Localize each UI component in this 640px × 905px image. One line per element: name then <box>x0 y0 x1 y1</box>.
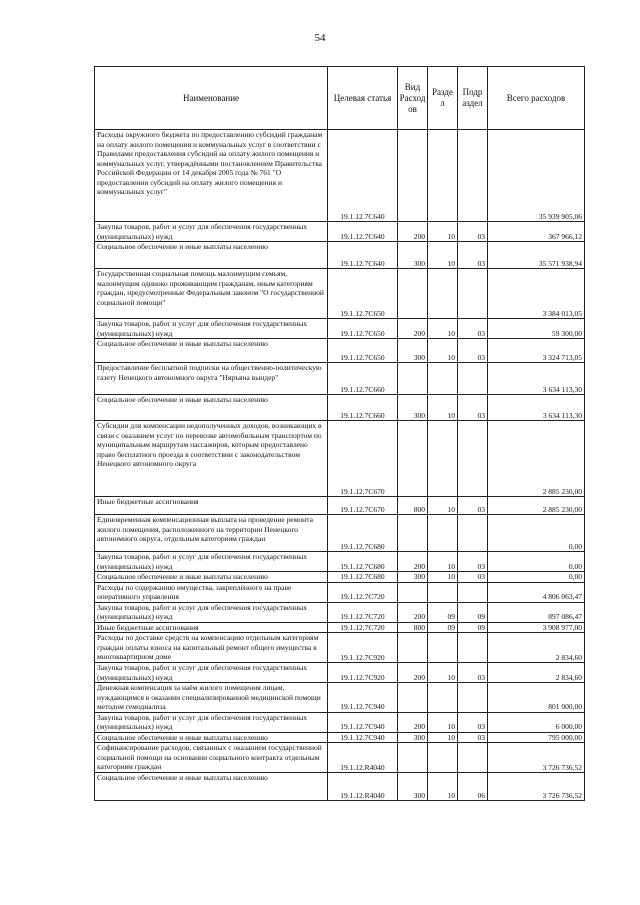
row-total: 2 834,60 <box>488 633 585 663</box>
row-target: 19.1.12.7С640 <box>328 130 398 222</box>
row-target: 19.1.12.7С940 <box>328 712 398 732</box>
row-type: 300 <box>398 395 428 421</box>
table-row <box>95 421 585 497</box>
table-row <box>95 319 585 339</box>
row-target: 19.1.12.7С650 <box>328 339 398 363</box>
table-row <box>95 269 585 319</box>
row-name: Софинансирование расходов, связанных с оказанием государственной социальной помощи на основании социального контракта отдельным категориям граждан <box>95 743 328 773</box>
row-total: 4 806 063,47 <box>488 582 585 602</box>
row-section <box>428 743 458 773</box>
row-total: 367 966,12 <box>488 222 585 242</box>
row-target: 19.1.12.7С670 <box>328 421 398 497</box>
row-target: 19.1.12.7С940 <box>328 732 398 743</box>
row-subsection <box>458 683 488 713</box>
row-type: 300 <box>398 773 428 801</box>
row-section: 10 <box>428 319 458 339</box>
row-section: 10 <box>428 773 458 801</box>
table-row <box>95 242 585 269</box>
header-name: Наименование <box>95 67 328 130</box>
row-total: 2 834,60 <box>488 663 585 683</box>
row-total: 3 634 113,30 <box>488 395 585 421</box>
row-name: Предоставление бесплатной подписки на общественно-политическую газету Ненецкого автономного округа "Няръяна вындер" <box>95 363 328 395</box>
row-subsection <box>458 130 488 222</box>
header-total: Всего расходов <box>488 67 585 130</box>
row-name: Социальное обеспечение и иные выплаты населению <box>95 242 328 269</box>
row-subsection <box>458 582 488 602</box>
row-section: 09 <box>428 622 458 633</box>
header-target: Целевая статья <box>328 67 398 130</box>
row-name: Единовременная компенсационная выплата на проведение ремонта жилого помещения, расположенного на территории Ненецкого автономного округа, отдельным категориям граждан <box>95 515 328 552</box>
row-name: Субсидии для компенсации недополученных доходов, возникающих в связи с оказанием услуг по перевозке автомобильным транспортом по муниципальным маршрутам пассажиров, которым предоставлено право бесплатного проезда в соответствии с законодательством Ненецкого автономного округа <box>95 421 328 497</box>
row-target: 19.1.12.7С640 <box>328 242 398 269</box>
row-target: 19.1.12.7С670 <box>328 497 398 515</box>
row-type: 300 <box>398 242 428 269</box>
row-subsection <box>458 363 488 395</box>
row-target: 19.1.12.7С940 <box>328 683 398 713</box>
table-row <box>95 363 585 395</box>
table-row <box>95 622 585 633</box>
row-type: 200 <box>398 663 428 683</box>
row-name: Денежная компенсация за наём жилого помещения лицам, нуждающимся в оказании специализированной медицинской помощи методом гемодиализа <box>95 683 328 713</box>
row-section: 10 <box>428 552 458 572</box>
row-target: 19.1.12.7С680 <box>328 552 398 572</box>
row-name: Расходы по содержанию имущества, закреплённого на праве оперативного управления <box>95 582 328 602</box>
row-total: 795 000,00 <box>488 732 585 743</box>
row-subsection: 03 <box>458 572 488 583</box>
row-subsection: 03 <box>458 319 488 339</box>
row-section <box>428 683 458 713</box>
row-name: Закупка товаров, работ и услуг для обеспечения государственных (муниципальных) нужд <box>95 663 328 683</box>
row-total: 0,00 <box>488 552 585 572</box>
row-type: 200 <box>398 712 428 732</box>
row-subsection: 03 <box>458 552 488 572</box>
row-section: 10 <box>428 732 458 743</box>
table-row <box>95 633 585 663</box>
row-name: Закупка товаров, работ и услуг для обеспечения государственных (муниципальных) нужд <box>95 319 328 339</box>
budget-table <box>94 66 585 801</box>
row-target: 19.1.12.7С680 <box>328 515 398 552</box>
row-total: 3 908 977,00 <box>488 622 585 633</box>
row-subsection: 09 <box>458 622 488 633</box>
row-type: 800 <box>398 497 428 515</box>
table-row <box>95 743 585 773</box>
row-section <box>428 269 458 319</box>
row-target: 19.1.12.R4040 <box>328 743 398 773</box>
table-row <box>95 395 585 421</box>
row-type: 300 <box>398 732 428 743</box>
row-type <box>398 130 428 222</box>
row-name: Социальное обеспечение и иные выплаты населению <box>95 572 328 583</box>
row-type: 200 <box>398 319 428 339</box>
row-type: 200 <box>398 222 428 242</box>
table-row <box>95 222 585 242</box>
row-total: 3 324 713,05 <box>488 339 585 363</box>
row-total: 2 885 230,00 <box>488 497 585 515</box>
row-name: Государственная социальная помощь малоимущим семьям, малоимущим одиноко проживающим гражданам, иным категориям граждан, предусмотренные Федеральным законом "О государственной социальной помощи" <box>95 269 328 319</box>
row-name: Социальное обеспечение и иные выплаты населению <box>95 339 328 363</box>
page-number: 54 <box>314 32 326 44</box>
table-row <box>95 497 585 515</box>
table-row <box>95 602 585 622</box>
table-row <box>95 732 585 743</box>
row-subsection <box>458 633 488 663</box>
row-total: 59 300,00 <box>488 319 585 339</box>
row-subsection <box>458 743 488 773</box>
row-total: 0,00 <box>488 572 585 583</box>
row-total: 897 086,47 <box>488 602 585 622</box>
row-section: 10 <box>428 497 458 515</box>
row-section: 10 <box>428 222 458 242</box>
table-header-row <box>95 67 585 130</box>
row-target: 19.1.12.7С660 <box>328 395 398 421</box>
row-total: 801 000,00 <box>488 683 585 713</box>
row-type <box>398 515 428 552</box>
row-target: 19.1.12.7С640 <box>328 222 398 242</box>
row-type <box>398 743 428 773</box>
row-type <box>398 633 428 663</box>
row-total: 3 384 013,05 <box>488 269 585 319</box>
table-row <box>95 572 585 583</box>
row-subsection: 03 <box>458 497 488 515</box>
row-section: 10 <box>428 663 458 683</box>
row-target: 19.1.12.7С720 <box>328 582 398 602</box>
row-subsection: 03 <box>458 222 488 242</box>
row-total: 35 939 905,06 <box>488 130 585 222</box>
row-section <box>428 515 458 552</box>
row-section: 10 <box>428 712 458 732</box>
table-row <box>95 130 585 222</box>
row-type: 800 <box>398 622 428 633</box>
row-section: 10 <box>428 339 458 363</box>
row-name: Закупка товаров, работ и услуг для обеспечения государственных (муниципальных) нужд <box>95 222 328 242</box>
row-subsection: 03 <box>458 395 488 421</box>
row-type <box>398 363 428 395</box>
row-target: 19.1.12.7С720 <box>328 622 398 633</box>
row-name: Социальное обеспечение и иные выплаты населению <box>95 773 328 801</box>
row-name: Расходы по доставке средств на компенсацию отдельным категориям граждан оплаты взноса на капитальный ремонт общего имущества в многоквартирном доме <box>95 633 328 663</box>
row-target: 19.1.12.7С650 <box>328 269 398 319</box>
row-target: 19.1.12.7С660 <box>328 363 398 395</box>
row-target: 19.1.12.7С680 <box>328 572 398 583</box>
header-subsection: Подр аздел <box>458 67 488 130</box>
row-target: 19.1.12.7С650 <box>328 319 398 339</box>
header-section: Разде л <box>428 67 458 130</box>
row-target: 19.1.12.7С920 <box>328 663 398 683</box>
row-section <box>428 363 458 395</box>
header-type: Вид Расход ов <box>398 67 428 130</box>
table-row <box>95 582 585 602</box>
row-name: Социальное обеспечение и иные выплаты населению <box>95 395 328 421</box>
row-section <box>428 130 458 222</box>
row-type: 200 <box>398 602 428 622</box>
table-row <box>95 663 585 683</box>
row-section: 10 <box>428 572 458 583</box>
row-name: Расходы окружного бюджета по предоставлению субсидий гражданам на оплату жилого помещения и коммунальных услуг в соответствии с Правилами предоставления субсидий на оплату жилого помещения и коммунальных услуг, утверждёнными постановлением Правительства Российской Федерации от 14 декабря 2005 года № 761 "О предоставлении субсидий на оплату жилого помещения и коммунальных услуг" <box>95 130 328 222</box>
row-target: 19.1.12.7С720 <box>328 602 398 622</box>
row-type: 200 <box>398 552 428 572</box>
table-row <box>95 515 585 552</box>
row-section <box>428 421 458 497</box>
row-subsection: 06 <box>458 773 488 801</box>
table-row <box>95 339 585 363</box>
row-type <box>398 421 428 497</box>
row-name: Социальное обеспечение и иные выплаты населению <box>95 732 328 743</box>
table-row <box>95 683 585 713</box>
row-type <box>398 269 428 319</box>
table-row <box>95 773 585 801</box>
row-target: 19.1.12.R4040 <box>328 773 398 801</box>
row-subsection: 03 <box>458 242 488 269</box>
row-name: Иные бюджетные ассигнования <box>95 497 328 515</box>
row-total: 35 571 938,94 <box>488 242 585 269</box>
row-section <box>428 582 458 602</box>
table-row <box>95 712 585 732</box>
row-subsection: 03 <box>458 339 488 363</box>
row-subsection <box>458 515 488 552</box>
row-total: 6 000,00 <box>488 712 585 732</box>
row-section: 10 <box>428 242 458 269</box>
row-section <box>428 633 458 663</box>
row-subsection <box>458 421 488 497</box>
row-name: Иные бюджетные ассигнования <box>95 622 328 633</box>
row-subsection: 03 <box>458 712 488 732</box>
row-name: Закупка товаров, работ и услуг для обеспечения государственных (муниципальных) нужд <box>95 712 328 732</box>
row-subsection: 03 <box>458 732 488 743</box>
row-type: 300 <box>398 572 428 583</box>
row-section: 09 <box>428 602 458 622</box>
row-total: 3 726 736,52 <box>488 773 585 801</box>
row-subsection: 03 <box>458 663 488 683</box>
row-total: 3 726 736,52 <box>488 743 585 773</box>
row-total: 3 634 113,30 <box>488 363 585 395</box>
row-type <box>398 582 428 602</box>
row-name: Закупка товаров, работ и услуг для обеспечения государственных (муниципальных) нужд <box>95 602 328 622</box>
row-section: 10 <box>428 395 458 421</box>
row-type <box>398 683 428 713</box>
row-subsection <box>458 269 488 319</box>
row-total: 0,00 <box>488 515 585 552</box>
row-total: 2 885 230,00 <box>488 421 585 497</box>
row-target: 19.1.12.7С920 <box>328 633 398 663</box>
row-subsection: 09 <box>458 602 488 622</box>
row-type: 300 <box>398 339 428 363</box>
row-name: Закупка товаров, работ и услуг для обеспечения государственных (муниципальных) нужд <box>95 552 328 572</box>
table-row <box>95 552 585 572</box>
